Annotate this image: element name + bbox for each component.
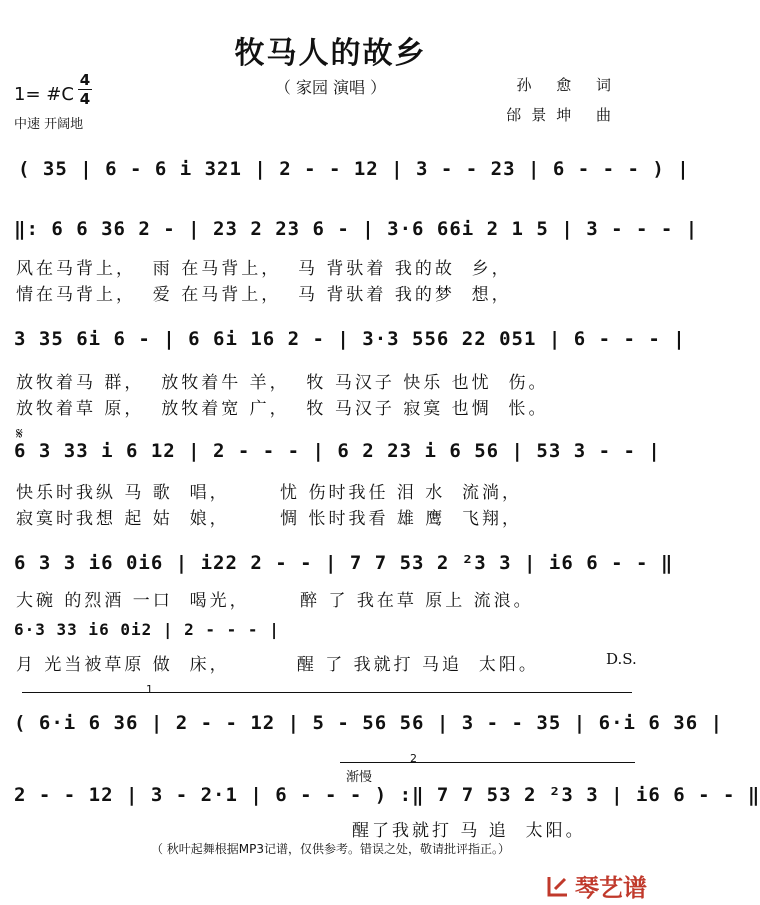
logo-text: 琴艺谱	[575, 874, 647, 902]
composer-credit: 邰景坤 曲	[506, 106, 621, 124]
site-logo[interactable]	[545, 868, 647, 903]
chorus-lyric-row-1a: 快乐时我纵 马 歌 唱， 忧 伤时我任 泪 水 流淌，	[16, 483, 523, 503]
chorus-lyric-row-3: 月 光当被草原 做 床， 醒 了 我就打 马追 太阳。	[16, 655, 539, 675]
time-signature-bottom: 4	[79, 90, 91, 108]
volta-2-label: 2	[410, 752, 417, 765]
time-signature-top: 4	[79, 71, 91, 89]
song-title: 牧马人的故乡	[234, 36, 427, 71]
ending-lyric-row: 醒了我就打 马 追 太阳。	[352, 821, 586, 841]
tempo-marking: 中速 开阔地	[14, 117, 84, 132]
dal-segno-mark: D.S.	[606, 650, 637, 668]
performer-subtitle: （ 家园 演唱 ）	[274, 78, 387, 97]
chorus-staff-row-1: 6 3 33 i 6 12 | 2 - - - | 6 2 23 i 6 56 | 53 3 - - |	[14, 440, 661, 462]
ritardando-mark: 渐慢	[346, 770, 373, 785]
transcription-note: （ 秋叶起舞根据MP3记谱，仅供参考。错误之处，敬请批评指正。）	[150, 842, 511, 856]
logo-mark-icon	[545, 873, 571, 899]
verse-lyric-row-2b: 放牧着草 原， 放牧着宽 广， 牧 马汉子 寂寞 也惆 怅。	[16, 399, 549, 419]
volta-1-label: 1	[146, 683, 153, 696]
volta-2-bracket	[340, 762, 635, 763]
intro-staff-row: ( 35 | 6 - 6 i 321 | 2 - - 12 | 3 - - 23 | 6 - - - ) |	[18, 158, 690, 180]
verse-staff-row-2: 3 35 6i 6 - | 6 6i 16 2 - | 3·3 556 22 051 | 6 - - - |	[14, 328, 686, 350]
ending-staff-row: 2 - - 12 | 3 - 2·1 | 6 - - - ) :‖ 7 7 53 2 ²3 3 | i6 6 - - ‖	[14, 784, 760, 806]
chorus-lyric-row-2: 大碗 的烈酒 一口 喝光， 醉 了 我在草 原上 流浪。	[16, 591, 534, 611]
key-signature: 1= #C	[14, 84, 74, 105]
verse-lyric-row-2a: 放牧着马 群， 放牧着牛 羊， 牧 马汉子 快乐 也忧 伤。	[16, 373, 549, 393]
chorus-lyric-row-1b: 寂寞时我想 起 姑 娘， 惆 怅时我看 雄 鹰 飞翔，	[16, 509, 523, 529]
interlude-staff-row: ( 6·i 6 36 | 2 - - 12 | 5 - 56 56 | 3 - - 35 | 6·i 6 36 |	[14, 712, 724, 734]
verse-lyric-row-1a: 风在马背上， 雨 在马背上， 马 背驮着 我的故 乡，	[16, 259, 512, 279]
lyricist-credit: 孙 愈 词	[516, 76, 621, 94]
verse-staff-row-1: ‖: 6 6 36 2 - | 23 2 23 6 - | 3·6 66i 2 1 5 | 3 - - - |	[14, 218, 699, 240]
verse-lyric-row-1b: 情在马背上， 爱 在马背上， 马 背驮着 我的梦 想，	[16, 285, 512, 305]
chorus-staff-row-2: 6 3 3 i6 0i6 | i22 2 - - | 7 7 53 2 ²3 3 | i6 6 - - ‖	[14, 552, 674, 574]
time-signature	[78, 72, 92, 107]
segno-sign: 𝄋	[16, 424, 23, 443]
volta-1-bracket	[22, 692, 632, 693]
chorus-staff-row-3: 6·3 33 i6 0i2 | 2 - - - |	[14, 620, 280, 639]
